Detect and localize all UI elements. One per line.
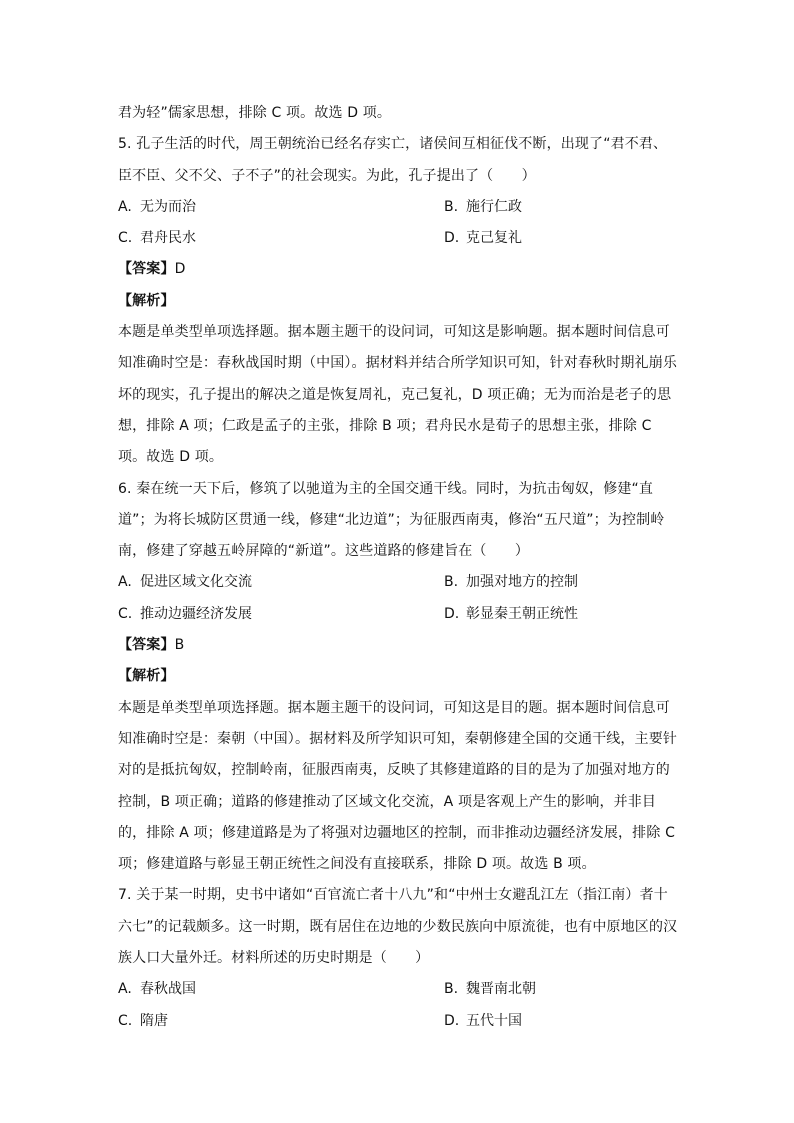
options-row (118, 192, 678, 223)
analysis-line: 知准确时空是：秦朝（中国）。据材料及所学知识可知，秦朝修建全国的交通干线，主要针 (118, 730, 677, 747)
question-stem-line: 族人口大量外迁。材料所述的历史时期是（ ） (118, 950, 430, 967)
analysis-label: 【解析】 (118, 292, 175, 309)
analysis-line: 控制，B 项正确；道路的修建推动了区域文化交流，A 项是客观上产生的影响，并非目 (118, 793, 657, 810)
analysis-line: 想，排除 A 项；仁政是孟子的主张，排除 B 项；君舟民水是荀子的思想主张，排除 C (118, 417, 652, 434)
answer-line (118, 630, 678, 661)
option-letter: A. (118, 574, 132, 591)
option-text: 春秋战国 (140, 981, 196, 998)
option-d (444, 1006, 522, 1037)
option-text: 促进区域文化交流 (140, 574, 252, 591)
answer-label: 【答案】 (118, 261, 175, 278)
options-row (118, 1006, 678, 1037)
question-stem-line: 六七”的记载颇多。这一时期，既有居住在边地的少数民族向中原流徙，也有中原地区的汉 (118, 918, 678, 935)
question-6 (118, 474, 678, 881)
exam-page (118, 98, 678, 1037)
question-stem-line: 6. 秦在统一天下后，修筑了以驰道为主的全国交通干线。同时，为抗击匈奴，修建“直 (118, 480, 654, 497)
option-d (444, 599, 578, 630)
analysis-line: 知准确时空是：春秋战国时期（中国）。据材料并结合所学知识可知，针对春秋时期礼崩乐 (118, 355, 677, 372)
option-b (444, 192, 522, 223)
option-text: 君舟民水 (140, 230, 196, 247)
options-row (118, 567, 678, 598)
analysis-label: 【解析】 (118, 668, 175, 685)
option-text: 加强对地方的控制 (466, 574, 578, 591)
option-b (444, 974, 536, 1005)
analysis-line: 对的是抵抗匈奴，控制岭南，征服西南夷，反映了其修建道路的目的是为了加强对地方的 (118, 762, 670, 779)
option-letter: B. (444, 574, 459, 591)
option-text: 彰显秦王朝正统性 (466, 605, 578, 622)
option-letter: C. (118, 605, 133, 622)
option-d (444, 223, 522, 254)
option-a (118, 192, 444, 223)
option-letter: B. (444, 198, 459, 215)
analysis-line: 项；修建道路与彰显王朝正统性之间没有直接联系，排除 D 项。故选 B 项。 (118, 856, 596, 873)
option-a (118, 974, 444, 1005)
analysis-line: 坏的现实，孔子提出的解决之道是恢复周礼，克己复礼，D 项正确；无为而治是老子的思 (118, 386, 672, 403)
option-text: 克己复礼 (466, 230, 522, 247)
question-stem-line: 5. 孔子生活的时代，周王朝统治已经名存实亡，诸侯间互相征伐不断，出现了“君不君、 (118, 136, 668, 153)
option-letter: D. (444, 230, 460, 247)
option-text: 五代十国 (466, 1012, 522, 1029)
analysis-line: 本题是单类型单项选择题。据本题主题干的设问词，可知这是影响题。据本题时间信息可 (118, 324, 670, 341)
question-7 (118, 880, 678, 1036)
option-text: 无为而治 (140, 198, 196, 215)
option-text: 隋唐 (140, 1012, 168, 1029)
option-letter: D. (444, 1012, 460, 1029)
question-stem-line: 道”；为将长城防区贯通一线，修建“北边道”；为征服西南夷，修治“五尺道”；为控制岭 (118, 511, 665, 528)
options-row (118, 599, 678, 630)
option-text: 施行仁政 (466, 198, 522, 215)
option-letter: D. (444, 605, 460, 622)
answer-label: 【答案】 (118, 637, 175, 654)
option-c (118, 599, 444, 630)
option-letter: A. (118, 981, 132, 998)
option-c (118, 1006, 444, 1037)
continuation-line: 君为轻”儒家思想，排除 C 项。故选 D 项。 (118, 105, 392, 121)
options-row (118, 974, 678, 1005)
option-text: 推动边疆经济发展 (140, 605, 252, 622)
analysis-line: 本题是单类型单项选择题。据本题主题干的设问词，可知这是目的题。据本题时间信息可 (118, 699, 670, 716)
question-stem-line: 臣不臣、父不父、子不子”的社会现实。为此，孔子提出了（ ） (118, 167, 536, 184)
answer-line (118, 254, 678, 285)
option-letter: A. (118, 198, 132, 215)
option-c (118, 223, 444, 254)
option-a (118, 567, 444, 598)
analysis-line: 的，排除 A 项；修建道路是为了将强对边疆地区的控制，而非推动边疆经济发展，排除 C (118, 824, 676, 841)
option-b (444, 567, 578, 598)
option-letter: B. (444, 981, 459, 998)
question-stem-line: 南，修建了穿越五岭屏障的“新道”。这些道路的修建旨在（ ） (118, 543, 530, 560)
answer-value: B (174, 637, 185, 654)
options-row (118, 223, 678, 254)
option-text: 魏晋南北朝 (466, 981, 536, 998)
question-stem-line: 7. 关于某一时期，史书中诸如“百官流亡者十八九”和“中州士女避乱江左（指江南）者十 (118, 887, 668, 904)
option-letter: C. (118, 1012, 133, 1029)
answer-value: D (174, 261, 186, 278)
question-5 (118, 129, 678, 473)
option-letter: C. (118, 230, 133, 247)
analysis-line: 项。故选 D 项。 (118, 449, 224, 466)
